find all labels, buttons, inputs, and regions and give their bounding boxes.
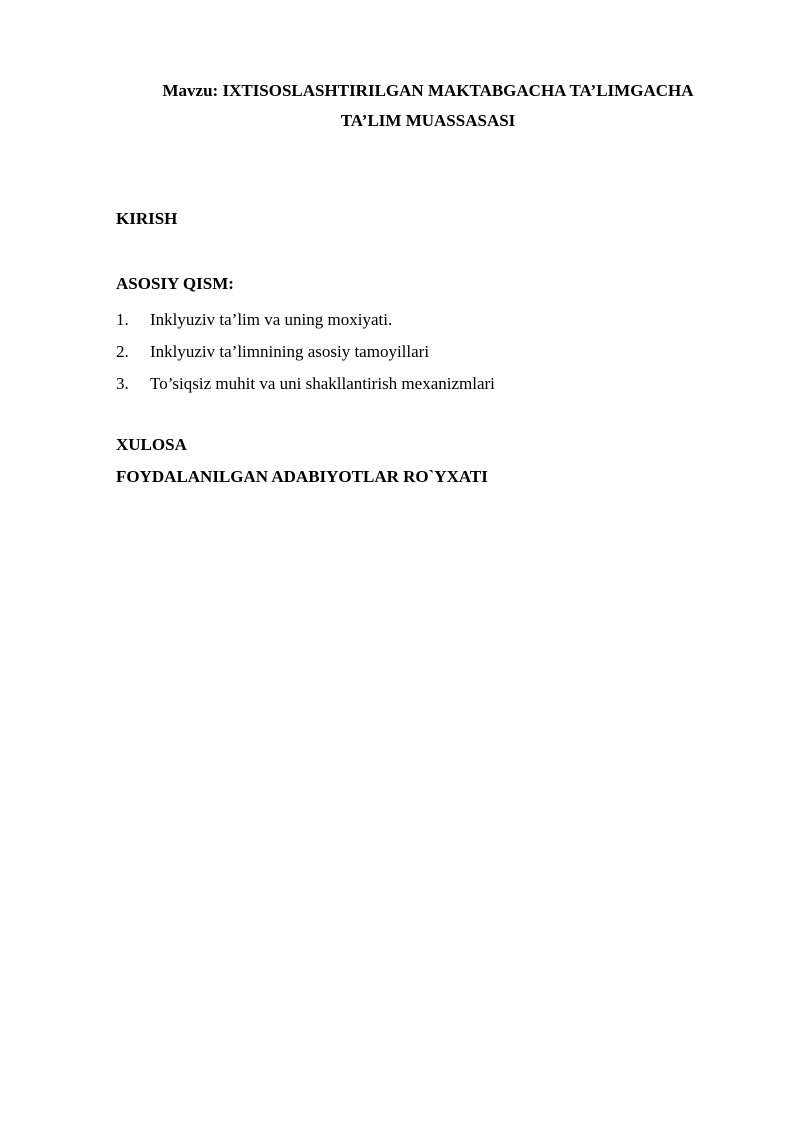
heading-xulosa: XULOSA (116, 435, 187, 454)
title-line-1: Mavzu: IXTISOSLASHTIRILGAN MAKTABGACHA TA’LIMGACHA (162, 81, 694, 100)
list-item-number: 2. (116, 342, 129, 361)
heading-kirish: KIRISH (116, 209, 178, 228)
list-item (116, 368, 495, 400)
heading-asosiy-qism: ASOSIY QISM: (116, 274, 234, 293)
list-item (116, 336, 495, 368)
contents-list (116, 304, 495, 400)
heading-foydalanilgan-adabiyotlar: FOYDALANILGAN ADABIYOTLAR RO`YXATI (116, 467, 488, 486)
list-item-number: 3. (116, 374, 129, 393)
list-item (116, 304, 495, 336)
list-item-number: 1. (116, 310, 129, 329)
title-line-2: TA’LIM MUASSASASI (340, 111, 516, 130)
document-title (116, 76, 740, 136)
list-item-text: Inklyuziv ta’lim va uning moxiyati. (150, 310, 393, 329)
list-item-text: Inklyuziv ta’limnining asosiy tamoyillari (150, 342, 430, 361)
list-item-text: To’siqsiz muhit va uni shakllantirish mexanizmlari (150, 374, 495, 393)
